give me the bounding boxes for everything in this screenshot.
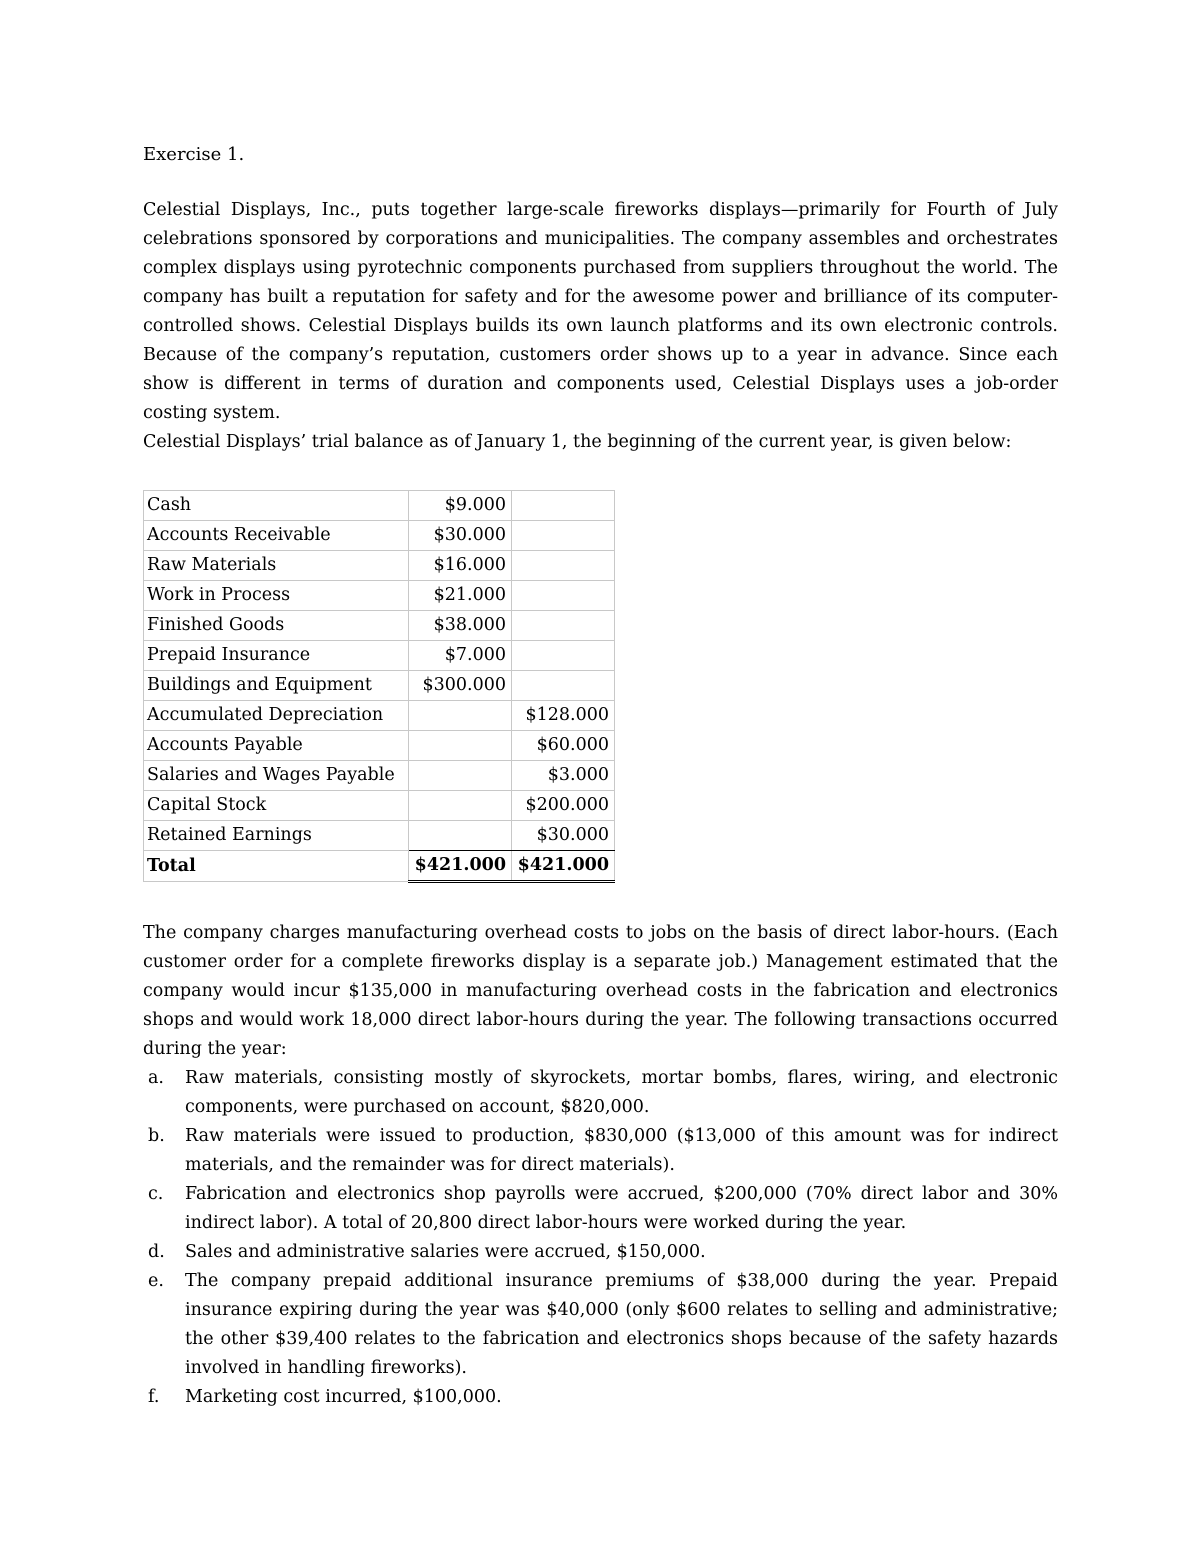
total-label-cell: Total bbox=[144, 851, 409, 882]
overhead-paragraph: The company charges manufacturing overhead costs to jobs on the basis of direct labor-hours. (Each customer order for a complete fireworks display is a separate job.) Management estimated that the company would incur $135,000 in manufacturing overhead costs in the fabrication and electronics shops and would work 18,000 direct labor-hours during the year. The following transactions occurred during the year: bbox=[143, 923, 1058, 1059]
debit-amount-cell: $16.000 bbox=[409, 551, 512, 581]
credit-amount-cell bbox=[512, 491, 615, 521]
table-row bbox=[144, 671, 615, 701]
table-row bbox=[144, 611, 615, 641]
account-name-cell: Finished Goods bbox=[144, 611, 409, 641]
total-credit-cell: $421.000 bbox=[512, 851, 615, 882]
transaction-marker: e. bbox=[148, 1271, 164, 1291]
debit-amount-cell bbox=[409, 761, 512, 791]
table-row bbox=[144, 791, 615, 821]
account-name-cell: Buildings and Equipment bbox=[144, 671, 409, 701]
credit-amount-cell: $30.000 bbox=[512, 821, 615, 851]
account-name-cell: Raw Materials bbox=[144, 551, 409, 581]
transaction-item bbox=[143, 1238, 1058, 1267]
account-name-cell: Accounts Receivable bbox=[144, 521, 409, 551]
account-name-cell: Retained Earnings bbox=[144, 821, 409, 851]
table-total-row bbox=[144, 851, 615, 882]
debit-amount-cell bbox=[409, 701, 512, 731]
table-row bbox=[144, 491, 615, 521]
credit-amount-cell: $200.000 bbox=[512, 791, 615, 821]
table-row bbox=[144, 821, 615, 851]
transaction-marker: c. bbox=[148, 1184, 164, 1204]
credit-amount-cell: $128.000 bbox=[512, 701, 615, 731]
trial-balance-intro: Celestial Displays’ trial balance as of January 1, the beginning of the current year, is given below: bbox=[143, 432, 1012, 452]
credit-amount-cell bbox=[512, 671, 615, 701]
table-row bbox=[144, 581, 615, 611]
total-debit-cell: $421.000 bbox=[409, 851, 512, 882]
account-name-cell: Cash bbox=[144, 491, 409, 521]
transaction-text: Raw materials were issued to production, $830,000 ($13,000 of this amount was for indirect materials, and the remainder was for direct materials). bbox=[185, 1126, 1058, 1175]
debit-amount-cell bbox=[409, 821, 512, 851]
debit-amount-cell: $300.000 bbox=[409, 671, 512, 701]
transaction-marker: b. bbox=[148, 1126, 165, 1146]
transactions-list bbox=[143, 1064, 1058, 1412]
account-name-cell: Work in Process bbox=[144, 581, 409, 611]
document-page bbox=[143, 140, 1058, 1412]
transaction-text: Sales and administrative salaries were accrued, $150,000. bbox=[185, 1242, 706, 1262]
debit-amount-cell: $9.000 bbox=[409, 491, 512, 521]
transaction-marker: d. bbox=[148, 1242, 165, 1262]
transaction-text: Raw materials, consisting mostly of skyrockets, mortar bombs, flares, wiring, and electronic components, were purchased on account, $820,000. bbox=[185, 1068, 1058, 1117]
table-row bbox=[144, 761, 615, 791]
trial-balance-body bbox=[144, 491, 615, 882]
transaction-text: The company prepaid additional insurance premiums of $38,000 during the year. Prepaid insurance expiring during the year was $40,000 (only $600 relates to selling and administrative; the other $39,400 relates to the fabrication and electronics shops because of the safety hazards involved in handling fireworks). bbox=[185, 1271, 1058, 1378]
debit-amount-cell bbox=[409, 731, 512, 761]
credit-amount-cell: $60.000 bbox=[512, 731, 615, 761]
transaction-text: Marketing cost incurred, $100,000. bbox=[185, 1387, 502, 1407]
transaction-marker: a. bbox=[148, 1068, 164, 1088]
account-name-cell: Accounts Payable bbox=[144, 731, 409, 761]
credit-amount-cell bbox=[512, 521, 615, 551]
credit-amount-cell bbox=[512, 641, 615, 671]
credit-amount-cell: $3.000 bbox=[512, 761, 615, 791]
credit-amount-cell bbox=[512, 581, 615, 611]
debit-amount-cell: $38.000 bbox=[409, 611, 512, 641]
debit-amount-cell bbox=[409, 791, 512, 821]
debit-amount-cell: $21.000 bbox=[409, 581, 512, 611]
table-row bbox=[144, 701, 615, 731]
debit-amount-cell: $30.000 bbox=[409, 521, 512, 551]
credit-amount-cell bbox=[512, 611, 615, 641]
credit-amount-cell bbox=[512, 551, 615, 581]
account-name-cell: Accumulated Depreciation bbox=[144, 701, 409, 731]
debit-amount-cell: $7.000 bbox=[409, 641, 512, 671]
transaction-item bbox=[143, 1383, 1058, 1412]
transaction-item bbox=[143, 1267, 1058, 1383]
account-name-cell: Capital Stock bbox=[144, 791, 409, 821]
transaction-item bbox=[143, 1064, 1058, 1122]
account-name-cell: Salaries and Wages Payable bbox=[144, 761, 409, 791]
transaction-item bbox=[143, 1180, 1058, 1238]
exercise-title: Exercise 1. bbox=[143, 144, 245, 165]
trial-balance-table bbox=[143, 490, 615, 883]
table-row bbox=[144, 521, 615, 551]
account-name-cell: Prepaid Insurance bbox=[144, 641, 409, 671]
transaction-text: Fabrication and electronics shop payrolls were accrued, $200,000 (70% direct labor and 30% indirect labor). A total of 20,800 direct labor-hours were worked during the year. bbox=[185, 1184, 1058, 1233]
table-row bbox=[144, 731, 615, 761]
intro-paragraph: Celestial Displays, Inc., puts together large-scale fireworks displays—primarily for Fourth of July celebrations sponsored by corporations and municipalities. The company assembles and orchestrates complex displays using pyrotechnic components purchased from suppliers throughout the world. The company has built a reputation for safety and for the awesome power and brilliance of its computer-controlled shows. Celestial Displays builds its own launch platforms and its own electronic controls. Because of the company’s reputation, customers order shows up to a year in advance. Since each show is different in terms of duration and components used, Celestial Displays uses a job-order costing system. bbox=[143, 200, 1058, 423]
table-row bbox=[144, 551, 615, 581]
transaction-marker: f. bbox=[148, 1387, 160, 1407]
transaction-item bbox=[143, 1122, 1058, 1180]
table-row bbox=[144, 641, 615, 671]
